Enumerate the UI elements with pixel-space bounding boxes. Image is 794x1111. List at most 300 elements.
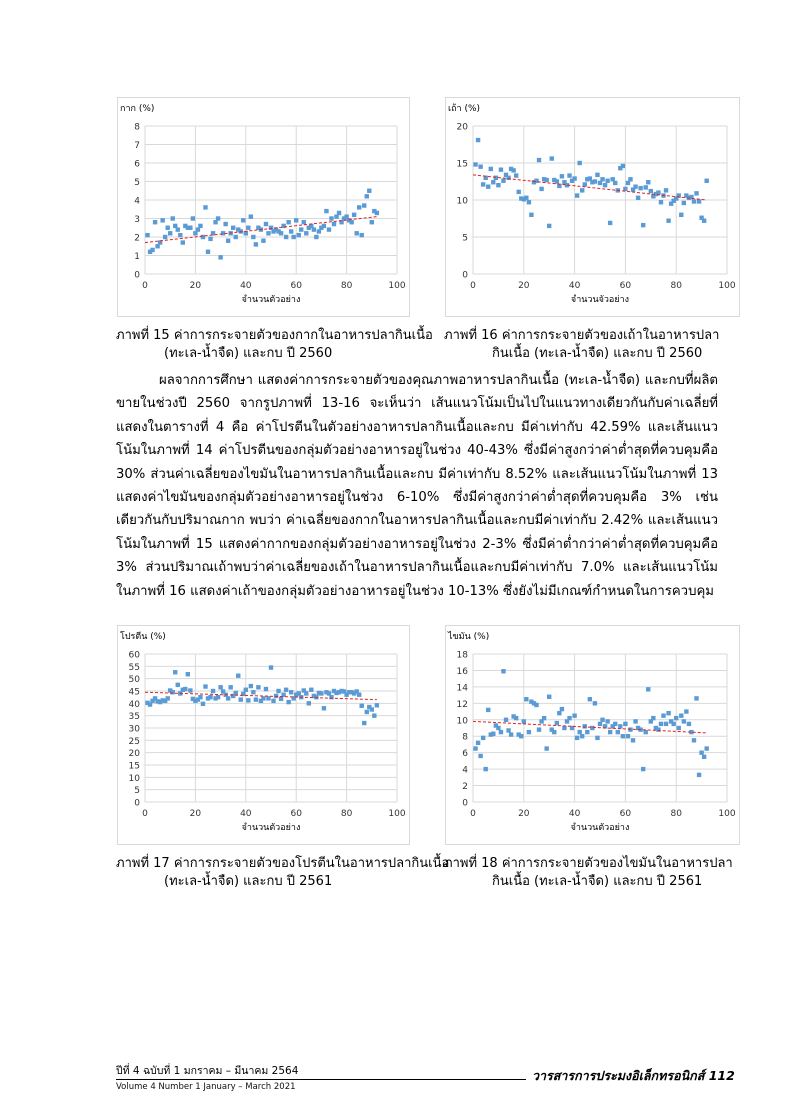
x-axis-label: จำนวนตัวอย่าง bbox=[241, 295, 301, 305]
data-point bbox=[677, 726, 681, 730]
data-point bbox=[506, 728, 510, 732]
data-point bbox=[621, 734, 625, 738]
data-point bbox=[694, 191, 698, 195]
caption-fig15-line2: (ทะเล-น้ำจืด) และกบ ปี 2560 bbox=[164, 346, 333, 361]
x-tick-label: 0 bbox=[142, 809, 148, 819]
y-axis-label: เถ้า (%) bbox=[448, 104, 481, 114]
data-point bbox=[473, 162, 477, 166]
data-point bbox=[646, 180, 650, 184]
data-point bbox=[228, 685, 232, 689]
data-point bbox=[547, 224, 551, 228]
data-point bbox=[585, 730, 589, 734]
x-tick-label: 40 bbox=[568, 809, 581, 819]
data-point bbox=[697, 199, 701, 203]
data-point bbox=[544, 746, 548, 750]
data-point bbox=[636, 196, 640, 200]
chart-svg-fig17 bbox=[118, 626, 409, 844]
data-point bbox=[289, 229, 293, 233]
data-point bbox=[309, 688, 313, 692]
data-point bbox=[524, 196, 528, 200]
data-point bbox=[360, 704, 364, 708]
data-point bbox=[699, 750, 703, 754]
data-point bbox=[547, 695, 551, 699]
y-tick-label: 60 bbox=[128, 650, 140, 661]
data-point bbox=[692, 199, 696, 203]
x-tick-label: 60 bbox=[619, 809, 632, 819]
data-point bbox=[646, 687, 650, 691]
y-tick-label: 5 bbox=[134, 786, 140, 797]
x-tick-label: 20 bbox=[189, 281, 202, 291]
data-point bbox=[218, 255, 222, 259]
data-point bbox=[593, 701, 597, 705]
caption-fig17-line2: (ทะเล-น้ำจืด) และกบ ปี 2561 bbox=[164, 874, 333, 889]
data-point bbox=[168, 231, 172, 235]
data-point bbox=[598, 722, 602, 726]
data-point bbox=[600, 177, 604, 181]
y-tick-label: 15 bbox=[128, 761, 140, 772]
data-point bbox=[223, 222, 227, 226]
data-point bbox=[314, 235, 318, 239]
data-point bbox=[304, 691, 308, 695]
y-tick-label: 16 bbox=[456, 666, 468, 677]
data-point bbox=[324, 209, 328, 213]
data-point bbox=[577, 161, 581, 165]
data-point bbox=[522, 719, 526, 723]
data-point bbox=[302, 220, 306, 224]
data-point bbox=[251, 235, 255, 239]
data-point bbox=[256, 685, 260, 689]
data-point bbox=[595, 173, 599, 177]
y-tick-label: 6 bbox=[134, 159, 140, 170]
data-point bbox=[183, 687, 187, 691]
data-point bbox=[173, 670, 177, 674]
data-point bbox=[613, 181, 617, 185]
data-point bbox=[476, 741, 480, 745]
data-point bbox=[542, 716, 546, 720]
data-point bbox=[605, 719, 609, 723]
chart-svg-fig16 bbox=[446, 98, 739, 316]
data-point bbox=[284, 688, 288, 692]
data-point bbox=[595, 736, 599, 740]
data-point bbox=[626, 734, 630, 738]
y-tick-label: 6 bbox=[462, 749, 468, 760]
data-point bbox=[616, 730, 620, 734]
data-point bbox=[191, 216, 195, 220]
y-tick-label: 7 bbox=[134, 141, 140, 151]
caption-fig15-line1: ภาพที่ 15 ค่าการกระจายตัวของกากในอาหารปลากินเนื้อ bbox=[116, 328, 433, 343]
data-point bbox=[567, 173, 571, 177]
x-tick-label: 0 bbox=[470, 281, 476, 291]
data-point bbox=[537, 158, 541, 162]
x-tick-label: 0 bbox=[142, 281, 148, 291]
chart-fig17 bbox=[117, 625, 410, 845]
data-point bbox=[514, 173, 518, 177]
data-point bbox=[375, 703, 379, 707]
data-point bbox=[150, 248, 154, 252]
x-tick-label: 40 bbox=[240, 281, 252, 291]
data-point bbox=[266, 231, 270, 235]
data-point bbox=[160, 218, 164, 222]
data-point bbox=[527, 730, 531, 734]
data-point bbox=[671, 722, 675, 726]
data-point bbox=[365, 194, 369, 198]
data-point bbox=[511, 168, 515, 172]
data-point bbox=[562, 726, 566, 730]
data-point bbox=[552, 730, 556, 734]
data-point bbox=[687, 722, 691, 726]
data-point bbox=[651, 716, 655, 720]
data-point bbox=[171, 690, 175, 694]
y-tick-label: 35 bbox=[128, 712, 140, 723]
data-point bbox=[203, 205, 207, 209]
data-point bbox=[218, 685, 222, 689]
data-point bbox=[216, 216, 220, 220]
data-point bbox=[583, 182, 587, 186]
data-point bbox=[375, 211, 379, 215]
data-point bbox=[198, 224, 202, 228]
data-point bbox=[501, 179, 505, 183]
data-point bbox=[664, 722, 668, 726]
y-tick-label: 2 bbox=[462, 782, 468, 793]
data-point bbox=[322, 224, 326, 228]
data-point bbox=[600, 718, 604, 722]
data-point bbox=[208, 237, 212, 241]
data-point bbox=[704, 179, 708, 183]
x-tick-label: 60 bbox=[290, 281, 302, 291]
data-point bbox=[478, 754, 482, 758]
data-point bbox=[555, 721, 559, 725]
data-point bbox=[633, 184, 637, 188]
data-point bbox=[254, 697, 258, 701]
data-point bbox=[593, 179, 597, 183]
data-point bbox=[496, 726, 500, 730]
data-point bbox=[476, 138, 480, 142]
data-point bbox=[486, 708, 490, 712]
data-point bbox=[644, 730, 648, 734]
y-tick-label: 8 bbox=[462, 732, 468, 743]
data-point bbox=[514, 716, 518, 720]
y-tick-label: 10 bbox=[128, 773, 140, 784]
data-point bbox=[357, 693, 361, 697]
x-axis-label: จำนวนจัวอย่าง bbox=[570, 295, 630, 305]
data-point bbox=[165, 696, 169, 700]
chart-fig16 bbox=[445, 97, 740, 317]
y-tick-label: 5 bbox=[462, 233, 468, 244]
data-point bbox=[666, 219, 670, 223]
data-point bbox=[352, 213, 356, 217]
data-point bbox=[679, 713, 683, 717]
data-point bbox=[234, 691, 238, 695]
y-tick-label: 5 bbox=[134, 178, 140, 188]
data-point bbox=[550, 156, 554, 160]
data-point bbox=[684, 709, 688, 713]
x-tick-label: 20 bbox=[518, 281, 530, 291]
data-point bbox=[201, 702, 205, 706]
x-tick-label: 80 bbox=[340, 281, 353, 291]
data-point bbox=[656, 727, 660, 731]
x-tick-label: 60 bbox=[619, 281, 632, 291]
footer-issue-en: Volume 4 Number 1 January – March 2021 bbox=[116, 1082, 296, 1092]
y-tick-label: 15 bbox=[456, 159, 468, 170]
y-tick-label: 0 bbox=[134, 798, 140, 809]
x-tick-label: 40 bbox=[568, 281, 581, 291]
data-point bbox=[370, 707, 374, 711]
data-point bbox=[633, 719, 637, 723]
body-paragraph bbox=[116, 369, 718, 603]
footer-journal-name: วารสารการประมงอิเล็กทรอนิกส์ bbox=[532, 1068, 705, 1083]
data-point bbox=[638, 186, 642, 190]
caption-fig17-line1: ภาพที่ 17 ค่าการกระจายตัวของโปรตีนในอาหารปลากินเนื้อ bbox=[116, 856, 450, 871]
data-point bbox=[163, 235, 167, 239]
data-point bbox=[372, 713, 376, 717]
data-point bbox=[608, 221, 612, 225]
data-point bbox=[659, 200, 663, 204]
data-point bbox=[249, 214, 253, 218]
data-point bbox=[332, 222, 336, 226]
data-point bbox=[349, 220, 353, 224]
y-tick-label: 20 bbox=[128, 749, 140, 760]
y-tick-label: 12 bbox=[456, 699, 468, 710]
data-point bbox=[271, 699, 275, 703]
data-point bbox=[206, 250, 210, 254]
x-tick-label: 20 bbox=[518, 809, 530, 819]
data-point bbox=[176, 227, 180, 231]
chart-fig18 bbox=[445, 625, 740, 845]
data-point bbox=[261, 239, 265, 243]
data-point bbox=[613, 722, 617, 726]
data-point bbox=[659, 722, 663, 726]
data-point bbox=[236, 674, 240, 678]
x-tick-label: 20 bbox=[189, 809, 202, 819]
data-point bbox=[165, 226, 169, 230]
data-point bbox=[279, 697, 283, 701]
data-point bbox=[557, 711, 561, 715]
data-point bbox=[216, 695, 220, 699]
data-point bbox=[231, 226, 235, 230]
x-tick-label: 100 bbox=[388, 281, 406, 291]
caption-fig15 bbox=[116, 327, 433, 363]
caption-fig16-line2: กินเนื้อ (ทะเล-น้ำจืด) และกบ ปี 2560 bbox=[492, 346, 703, 361]
data-point bbox=[286, 700, 290, 704]
data-point bbox=[251, 690, 255, 694]
x-tick-label: 60 bbox=[290, 809, 302, 819]
data-point bbox=[644, 185, 648, 189]
data-point bbox=[555, 179, 559, 183]
y-tick-label: 30 bbox=[128, 724, 140, 735]
y-tick-label: 20 bbox=[456, 122, 468, 133]
data-point bbox=[234, 235, 238, 239]
data-point bbox=[279, 231, 283, 235]
data-point bbox=[694, 696, 698, 700]
y-tick-label: 50 bbox=[128, 675, 140, 686]
data-point bbox=[499, 167, 503, 171]
data-point bbox=[365, 710, 369, 714]
caption-fig18-line1: ภาพที่ 18 ค่าการกระจายตัวของไขมันในอาหารปลา bbox=[444, 856, 733, 871]
x-tick-label: 80 bbox=[340, 809, 353, 819]
data-point bbox=[506, 176, 510, 180]
data-point bbox=[504, 718, 508, 722]
data-point bbox=[580, 734, 584, 738]
data-point bbox=[181, 240, 185, 244]
data-point bbox=[539, 187, 543, 191]
data-point bbox=[266, 696, 270, 700]
data-point bbox=[567, 716, 571, 720]
data-point bbox=[226, 696, 230, 700]
caption-fig16-line1: ภาพที่ 16 ค่าการกระจายตัวของเถ้าในอาหารปลา bbox=[444, 328, 720, 343]
y-axis-label: ไขมัน (%) bbox=[448, 632, 490, 642]
footer-page-number: 112 bbox=[708, 1068, 735, 1083]
data-point bbox=[297, 233, 301, 237]
data-point bbox=[208, 695, 212, 699]
data-point bbox=[171, 216, 175, 220]
data-point bbox=[517, 190, 521, 194]
data-point bbox=[354, 231, 358, 235]
data-point bbox=[276, 689, 280, 693]
data-point bbox=[289, 690, 293, 694]
data-point bbox=[501, 669, 505, 673]
x-tick-label: 100 bbox=[718, 809, 736, 819]
y-tick-label: 0 bbox=[462, 798, 468, 809]
data-point bbox=[201, 235, 205, 239]
data-point bbox=[299, 227, 303, 231]
data-point bbox=[362, 203, 366, 207]
data-point bbox=[203, 684, 207, 688]
data-point bbox=[704, 746, 708, 750]
data-point bbox=[145, 233, 149, 237]
data-point bbox=[572, 713, 576, 717]
x-tick-label: 40 bbox=[240, 809, 252, 819]
data-point bbox=[679, 213, 683, 217]
data-point bbox=[534, 703, 538, 707]
data-point bbox=[664, 188, 668, 192]
data-point bbox=[264, 222, 268, 226]
x-axis-label: จำนวนตัวอย่าง bbox=[241, 823, 301, 833]
data-point bbox=[603, 183, 607, 187]
data-point bbox=[656, 190, 660, 194]
data-point bbox=[153, 220, 157, 224]
y-tick-label: 25 bbox=[128, 736, 140, 747]
chart-svg-fig18 bbox=[446, 626, 739, 844]
data-point bbox=[178, 233, 182, 237]
data-point bbox=[314, 695, 318, 699]
data-point bbox=[524, 697, 528, 701]
data-point bbox=[370, 220, 374, 224]
data-point bbox=[682, 719, 686, 723]
chart-svg-fig15 bbox=[118, 98, 409, 316]
data-point bbox=[478, 165, 482, 169]
data-point bbox=[198, 695, 202, 699]
data-point bbox=[176, 683, 180, 687]
data-point bbox=[628, 177, 632, 181]
data-point bbox=[697, 773, 701, 777]
data-point bbox=[509, 732, 513, 736]
y-tick-label: 45 bbox=[128, 687, 140, 698]
footer-journal bbox=[532, 1066, 735, 1086]
data-point bbox=[575, 736, 579, 740]
data-point bbox=[580, 188, 584, 192]
data-point bbox=[312, 227, 316, 231]
data-point bbox=[560, 174, 564, 178]
data-point bbox=[188, 688, 192, 692]
data-point bbox=[246, 698, 250, 702]
data-point bbox=[575, 193, 579, 197]
data-point bbox=[692, 738, 696, 742]
x-tick-label: 0 bbox=[470, 809, 476, 819]
data-point bbox=[608, 730, 612, 734]
data-point bbox=[264, 687, 268, 691]
data-point bbox=[254, 242, 258, 246]
data-point bbox=[360, 233, 364, 237]
data-point bbox=[188, 226, 192, 230]
y-tick-label: 55 bbox=[128, 662, 140, 673]
data-point bbox=[641, 767, 645, 771]
caption-fig18-line2: กินเนื้อ (ทะเล-น้ำจืด) และกบ ปี 2561 bbox=[492, 874, 703, 889]
data-point bbox=[481, 182, 485, 186]
data-point bbox=[244, 688, 248, 692]
data-point bbox=[702, 219, 706, 223]
footer-issue-th: ปีที่ 4 ฉบับที่ 1 มกราคม – มีนาคม 2564 bbox=[116, 1065, 299, 1077]
data-point bbox=[649, 189, 653, 193]
y-tick-label: 14 bbox=[456, 683, 468, 694]
data-point bbox=[362, 721, 366, 725]
data-point bbox=[666, 711, 670, 715]
data-point bbox=[527, 200, 531, 204]
x-tick-label: 100 bbox=[388, 809, 406, 819]
data-point bbox=[499, 730, 503, 734]
y-tick-label: 3 bbox=[134, 215, 140, 225]
data-point bbox=[641, 223, 645, 227]
data-point bbox=[682, 201, 686, 205]
y-tick-label: 4 bbox=[134, 196, 140, 207]
data-point bbox=[494, 176, 498, 180]
data-point bbox=[590, 726, 594, 730]
data-point bbox=[577, 730, 581, 734]
data-point bbox=[473, 746, 477, 750]
y-axis-label: กาก (%) bbox=[120, 104, 155, 114]
data-point bbox=[572, 176, 576, 180]
data-point bbox=[484, 767, 488, 771]
y-tick-label: 0 bbox=[462, 270, 468, 281]
data-point bbox=[544, 178, 548, 182]
data-point bbox=[674, 716, 678, 720]
data-point bbox=[491, 180, 495, 184]
data-point bbox=[269, 665, 273, 669]
data-point bbox=[631, 738, 635, 742]
data-point bbox=[621, 164, 625, 168]
data-point bbox=[239, 697, 243, 701]
data-point bbox=[560, 707, 564, 711]
y-tick-label: 18 bbox=[456, 650, 468, 661]
y-tick-label: 40 bbox=[128, 699, 140, 710]
data-point bbox=[327, 227, 331, 231]
data-point bbox=[226, 239, 230, 243]
x-tick-label: 100 bbox=[718, 281, 736, 291]
data-point bbox=[496, 183, 500, 187]
data-point bbox=[286, 220, 290, 224]
y-axis-label: โปรตีน (%) bbox=[120, 632, 166, 642]
y-tick-label: 8 bbox=[134, 122, 140, 133]
data-point bbox=[319, 691, 323, 695]
data-point bbox=[661, 713, 665, 717]
data-point bbox=[246, 226, 250, 230]
data-point bbox=[211, 689, 215, 693]
data-point bbox=[329, 695, 333, 699]
data-point bbox=[294, 218, 298, 222]
data-point bbox=[261, 696, 265, 700]
y-tick-label: 4 bbox=[462, 765, 468, 776]
data-point bbox=[623, 722, 627, 726]
y-tick-label: 2 bbox=[134, 233, 140, 244]
